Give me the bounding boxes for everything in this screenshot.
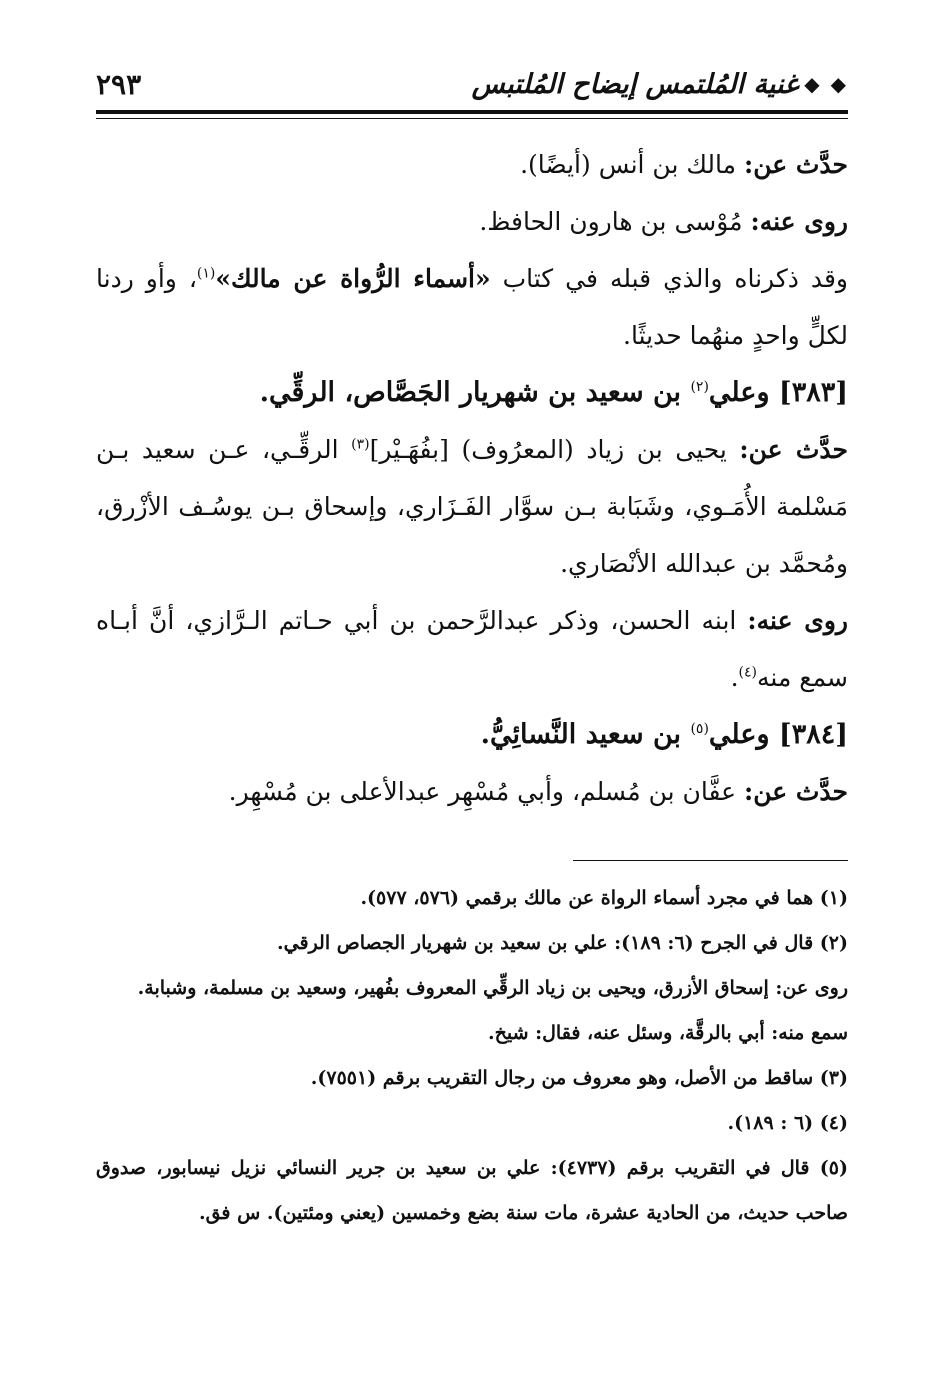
footnote-ref: (٢) [690,379,709,395]
footnote-separator [573,860,848,861]
label: روى عنه: [747,606,848,635]
paragraph-narrated-from-3 [96,763,848,820]
label: حدَّث عن: [744,777,848,806]
footnote-ref: (١) [196,265,216,282]
text: مالك بن أنس (أيضًا). [520,150,744,179]
label: حدَّث عن: [739,435,848,464]
book-title-text: غنية المُلتمس إيضاح المُلتبس [471,68,799,100]
text: الرقِّـي، عـن سعيد بـن مَسْلمة الأُمَـوي، وشَبَابة بـن سوَّار الفَـزَاري، وإسحاق بـن يوسُـف الأزْرق، ومُحمَّد بن عبدالله الأنْصَاري. [96,435,848,578]
heading-text: بن سعيد النَّسائِيُّ. [480,719,691,750]
heading-text: [٣٨٣] وعلي [708,377,848,408]
paragraph-remark [96,250,848,364]
page-number: ٢٩٣ [96,67,142,101]
footnote-2: (٢) قال في الجرح (٦: ١٨٩): علي بن سعيد بن شهريار الجصاص الرقي. [277,932,848,954]
entry-heading-383 [96,364,848,421]
footnotes [96,876,848,1236]
footnote-ref: (٣) [351,436,370,453]
text: . [730,663,739,692]
footnote-2-heard-from: سمع منه: أبي بالرقَّة، وسئل عنه، فقال: شيخ. [487,1022,848,1044]
text: عفَّان بن مُسلم، وأبي مُسْهِر عبدالأعلى بن مُسْهِر. [228,777,744,806]
text: وقد ذكرناه والذي قبله في كتاب [490,264,849,293]
footnote-ref: (٤) [738,664,757,681]
heading-text: [٣٨٤] وعلي [708,719,848,750]
body-text [96,136,848,820]
paragraph-narrated-by-1 [96,193,848,250]
text: يحيى بن زياد (المعرُوف) [بفُهَـيْر] [369,435,740,464]
running-head [96,62,848,106]
text: ابنه الحسن، وذكر عبدالرَّحمن بن أبي حـاتم الـرَّازي، أنَّ أبـاه سمع منه [96,606,848,692]
paragraph-narrated-from-2 [96,421,848,592]
text: ، وأو ردنا لكلٍّ واحدٍ منهُما حديثًا. [96,264,848,350]
book-reference: «أسماء الرُّواة عن مالك» [215,264,491,293]
label: حدَّث عن: [744,150,848,179]
entry-heading-384 [96,706,848,763]
text: مُوْسى بن هارون الحافظ. [479,207,751,236]
book-title [472,69,848,100]
header-rule-thin [96,118,848,119]
footnote-ref: (٥) [690,721,709,737]
paragraph-narrated-by-2 [96,592,848,706]
header-rule-thick [96,110,848,114]
footnote-4: (٤) (٦ : ١٨٩). [727,1112,848,1134]
footnote-5: (٥) قال في التقريب برقم (٤٧٣٧): علي بن سعيد بن جرير النسائي نزيل نيسابور، صدوق صاحب حديث، من الحادية عشرة، مات سنة بضع وخمسين (يعني ومئتين). س فق. [96,1157,848,1224]
label: روى عنه: [750,207,848,236]
footnote-1: (١) هما في مجرد أسماء الرواة عن مالك برقمي (٥٧٦، ٥٧٧). [360,887,848,909]
paragraph-narrated-from-1 [96,136,848,193]
footnote-2-narrated-from: روى عن: إسحاق الأزرق، ويحيى بن زياد الرقِّي المعروف بفُهير، وسعيد بن مسلمة، وشبابة. [137,977,848,999]
heading-text: بن سعيد بن شهريار الجَصَّاص، الرقِّي. [259,377,691,408]
diamond-icon: ◆ ◆ [804,72,848,96]
footnote-3: (٣) ساقط من الأصل، وهو معروف من رجال التقريب برقم (٧٥٥١). [310,1067,848,1089]
